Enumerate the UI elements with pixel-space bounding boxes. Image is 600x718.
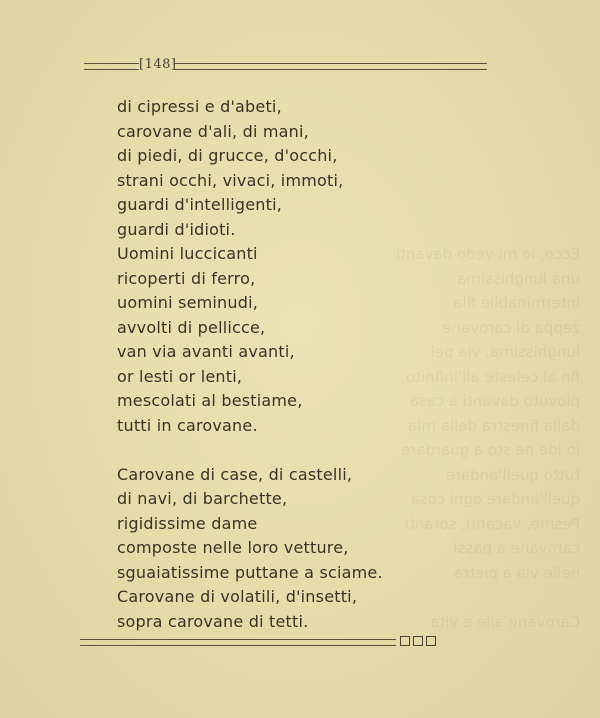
poem-line: carovane d'ali, di mani, <box>117 121 309 141</box>
page-footer-ornament <box>80 636 486 650</box>
poem-text <box>117 95 383 634</box>
footer-rule-line <box>80 639 396 646</box>
poem-line: composte nelle loro vetture, <box>117 538 349 557</box>
ornament-square <box>426 636 436 646</box>
poem-line: Uomini luccicanti <box>117 244 258 263</box>
poem-line: guardi d'intelligenti, <box>117 195 283 214</box>
page-number: [148] <box>139 57 177 72</box>
poem-line: ricoperti di ferro, <box>117 268 256 288</box>
poem-line: uomini seminudi, <box>117 293 259 312</box>
poem-line: van via avanti avanti, <box>117 342 295 361</box>
ornament-square <box>413 636 423 646</box>
poem-line: sguaiatissime puttane a sciame. <box>117 562 383 582</box>
poem-line: di piedi, di grucce, d'occhi, <box>117 146 338 165</box>
ornament-square <box>400 636 410 646</box>
poem-line: di cipressi e d'abeti, <box>117 97 282 116</box>
poem-line: Carovane di volatili, d'insetti, <box>117 587 358 606</box>
poem-line: Carovane di case, di castelli, <box>117 464 353 484</box>
show-through-text: Ecco, io mi vedo davanti una lunghissima interminabile fila zeppa di carovane lunghissima, via pei fin al celeste all'infinito piovuto davanti a casa dalla finestra della mia io ide ne sto a guardare tutto quell'andare quell'andare ogni cosa Pesme, vacanti, soranti carovane a passi nelle via a pietra Carovane alle e vita <box>395 245 580 631</box>
footer-box-ornament <box>400 636 436 646</box>
poem-line: or lesti or lenti, <box>117 366 243 386</box>
stanza-break <box>117 438 383 463</box>
header-rule-left <box>84 63 139 70</box>
poem-line: di navi, di barchette, <box>117 489 288 508</box>
poem-line: sopra carovane di tetti. <box>117 611 309 631</box>
poem-line: avvolti di pellicce, <box>117 317 266 337</box>
poem-line: guardi d'idioti. <box>117 219 236 239</box>
poem-line: rigidissime dame <box>117 513 258 533</box>
poem-line: tutti in carovane. <box>117 415 258 435</box>
poem-line: strani occhi, vivaci, immoti, <box>117 170 344 190</box>
poem-line: mescolati al bestiame, <box>117 391 303 410</box>
page-header <box>84 57 487 73</box>
header-rule-right <box>174 63 487 70</box>
